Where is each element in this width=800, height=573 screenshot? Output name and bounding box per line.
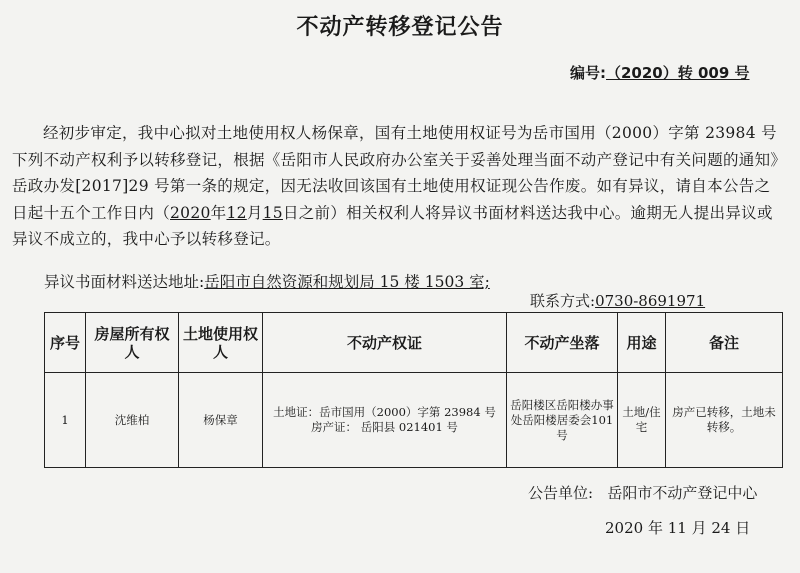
document-number-value: （2020）转 009 号 [606,64,750,82]
cell-certificate [263,373,507,468]
document-number [570,62,790,83]
cell-location: 岳阳楼区岳阳楼办事处岳阳楼居委会101号 [507,373,618,468]
table-header-row [45,313,783,373]
header-index: 序号 [45,313,86,373]
house-certificate: 房产证： 岳阳县 021401 号 [311,420,458,434]
contact-info [530,290,705,311]
header-location: 不动产坐落 [507,313,618,373]
objection-address-value: 岳阳市自然资源和规划局 15 楼 1503 室; [204,273,490,291]
document-number-label: 编号: [570,64,606,82]
contact-label: 联系方式: [530,292,596,310]
notice-text-part2: 日之前）相关权利人将异议书面材料送达我中心。逾期无人提出异议或异议不成立的，我中心予以转移登记。 [12,203,773,248]
objection-address-label: 异议书面材料送达地址: [44,273,205,291]
notice-body [12,120,780,253]
header-usage: 用途 [618,313,666,373]
header-house-owner: 房屋所有权人 [86,313,179,373]
issuer-label: 公告单位: [528,484,594,502]
header-certificate: 不动产权证 [263,313,507,373]
issue-date: 2020 年 11 月 24 日 [605,519,751,537]
table-row [45,373,783,468]
cell-usage: 土地/住宅 [618,373,666,468]
deadline-month-char: 月 [246,203,263,222]
header-land-user: 土地使用权人 [179,313,263,373]
cell-index: 1 [45,373,86,468]
page-title: 不动产转移登记公告 [296,15,504,40]
issuer [528,482,757,503]
deadline-year-char: 年 [210,203,227,222]
contact-phone: 0730-8691971 [595,292,706,310]
cell-remark: 房产已转移，土地未转移。 [666,373,783,468]
deadline-month: 12 [226,203,247,222]
deadline-year: 2020 [170,203,211,222]
header-remark: 备注 [666,313,783,373]
deadline-day: 15 [262,203,283,222]
objection-address [44,270,784,292]
cell-land-user: 杨保章 [179,373,263,468]
cell-house-owner: 沈维柏 [86,373,179,468]
notice-text-part1: 经初步审定，我中心拟对土地使用权人杨保章，国有土地使用权证号为岳市国用（2000）字第 23984 号下列不动产权利予以转移登记，根据《岳阳市人民政府办公室关于妥善处理当面不动产登记中有关问题的通知》岳政办发[2017]29 号第一条的规定，因无法收回该国有土地使用权证现公告作废。如有异议，请自本公告之日起十五个工作日内（ [12,124,779,222]
issuer-name: 岳阳市不动产登记中心 [607,484,758,502]
registration-table [44,312,783,468]
land-certificate: 土地证：岳市国用（2000）字第 23984 号 [273,405,496,419]
